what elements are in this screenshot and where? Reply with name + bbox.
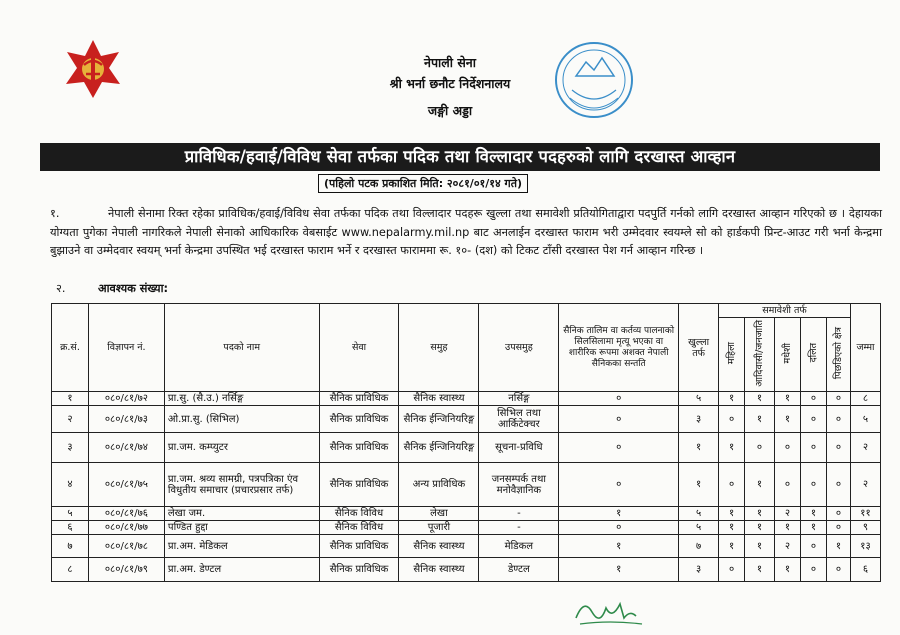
vacancy-table xyxy=(51,303,881,582)
paragraph-1-number: १. xyxy=(50,207,60,220)
publication-date: (पहिलो पटक प्रकाशित मिति: २०८१/०१/१४ गते) xyxy=(318,174,528,193)
cell-ad-no: ०८०/८१/७४ xyxy=(88,433,164,463)
cell-martyr: ० xyxy=(559,433,679,463)
table-row xyxy=(52,521,881,535)
cell-dalit: ० xyxy=(800,406,826,433)
cell-total: ११ xyxy=(850,507,880,521)
cell-backward: ० xyxy=(826,463,850,507)
cell-martyr: १ xyxy=(559,558,679,582)
table-row xyxy=(52,558,881,582)
nepal-army-emblem-icon xyxy=(62,38,124,100)
cell-adivasi: १ xyxy=(745,535,775,558)
signature xyxy=(570,590,650,630)
cell-ad-no: ०८०/८१/७७ xyxy=(88,521,164,535)
cell-martyr: ० xyxy=(559,392,679,406)
header-inclusive: समावेशी तर्फ xyxy=(719,304,851,318)
cell-total: ६ xyxy=(850,558,880,582)
cell-madhesi: १ xyxy=(775,558,801,582)
paragraph-1-text: नेपाली सेनामा रिक्त रहेका प्राविधिक/हवाई/विविध सेवा तर्फका पदिक तथा विल्लादार पदहरू खुल्ला तथा समावेशी प्रतियोगिताद्वारा पदपुर्ति गर्नको लागि दरखास्त आव्हान गरिएको छ । देहायका योग्यता पुगेका नेपाली नागरिकले नेपाली सेनाको आधिकारिक वेबसाईट www.nepalarmy.mil.np बाट अनलाईन दरखास्त फाराम भरी उम्मेदवार स्वयम्ले सो को हार्डकपी प्रिन्ट-आउट गरी भर्ना केन्द्रमा बुझाउने वा उम्मेदवार स्वयम् भर्ना केन्द्रमा उपस्थित भई दरखास्त फाराम भर्ने र दरखास्त फाराममा रू. १०- (दश) को टिकट टाँसी दरखास्त पेश गर्न आव्हान गरिन्छ । xyxy=(50,207,882,257)
table-row xyxy=(52,463,881,507)
cell-group: सैनिक ईन्जिनियरिङ्ग xyxy=(399,406,479,433)
header-total: जम्मा xyxy=(850,304,880,392)
cell-post: ओ.प्रा.सु. (सिभिल) xyxy=(164,406,319,433)
cell-group: अन्य प्राविधिक xyxy=(399,463,479,507)
cell-backward: ० xyxy=(826,433,850,463)
cell-open: १ xyxy=(679,433,719,463)
cell-service: सैनिक प्राविधिक xyxy=(319,433,399,463)
cell-dalit: ० xyxy=(800,535,826,558)
cell-sn: ७ xyxy=(52,535,89,558)
cell-open: ३ xyxy=(679,558,719,582)
cell-post: प्रा.जम. श्रव्य सामग्री, पत्रपत्रिका एंव विधुतीय समाचार (प्रचारप्रसार तर्फ) xyxy=(164,463,319,507)
cell-madhesi: २ xyxy=(775,535,801,558)
cell-backward: १ xyxy=(826,535,850,558)
table-row xyxy=(52,392,881,406)
cell-subgroup: डेण्टल xyxy=(479,558,559,582)
cell-dalit: ० xyxy=(800,433,826,463)
cell-subgroup: नर्सिङ्ग xyxy=(479,392,559,406)
cell-ad-no: ०८०/८१/७५ xyxy=(88,463,164,507)
cell-adivasi: १ xyxy=(745,406,775,433)
cell-martyr: ० xyxy=(559,521,679,535)
cell-open: ७ xyxy=(679,535,719,558)
cell-women: १ xyxy=(719,433,745,463)
cell-total: ९ xyxy=(850,521,880,535)
section-2-number: २. xyxy=(56,282,66,295)
cell-martyr: १ xyxy=(559,535,679,558)
table-row xyxy=(52,507,881,521)
header-backward: पिछडिएको क्षेत्र xyxy=(832,326,844,380)
cell-dalit: ० xyxy=(800,392,826,406)
cell-post: पण्डित हुद्दा xyxy=(164,521,319,535)
cell-women: १ xyxy=(719,535,745,558)
header-dalit: दलित xyxy=(807,343,819,363)
section-2-heading xyxy=(56,281,168,296)
cell-total: ५ xyxy=(850,406,880,433)
cell-service: सैनिक प्राविधिक xyxy=(319,463,399,507)
table-row xyxy=(52,406,881,433)
cell-backward: ० xyxy=(826,507,850,521)
cell-madhesi: २ xyxy=(775,507,801,521)
cell-subgroup: सूचना-प्रविधि xyxy=(479,433,559,463)
cell-group: सैनिक स्वास्थ्य xyxy=(399,535,479,558)
cell-sn: ४ xyxy=(52,463,89,507)
cell-adivasi: १ xyxy=(745,392,775,406)
cell-post: लेखा जम. xyxy=(164,507,319,521)
cell-adivasi: ० xyxy=(745,433,775,463)
cell-dalit: ० xyxy=(800,463,826,507)
org-line-2: श्री भर्ना छनौट निर्देशनालय xyxy=(389,76,511,91)
cell-sn: ३ xyxy=(52,433,89,463)
cell-ad-no: ०८०/८१/७८ xyxy=(88,535,164,558)
header-service: सेवा xyxy=(319,304,399,392)
cell-subgroup: - xyxy=(479,507,559,521)
cell-madhesi: १ xyxy=(775,406,801,433)
cell-adivasi: १ xyxy=(745,507,775,521)
cell-subgroup: मेडिकल xyxy=(479,535,559,558)
cell-total: २ xyxy=(850,433,880,463)
cell-post: प्रा.अम. डेण्टल xyxy=(164,558,319,582)
cell-women: ० xyxy=(719,406,745,433)
header-martyr-descendants: सैनिक तालिम वा कर्तव्य पालनाको सिलसिलामा मृत्यू भएका वा शारीरिक रूपमा अशक्त नेपाली सैनिकका सन्तति xyxy=(559,304,679,392)
cell-subgroup: - xyxy=(479,521,559,535)
cell-group: सैनिक स्वास्थ्य xyxy=(399,558,479,582)
cell-dalit: ० xyxy=(800,558,826,582)
cell-open: १ xyxy=(679,463,719,507)
cell-group: पूजारी xyxy=(399,521,479,535)
office-seal-stamp xyxy=(552,38,636,122)
header-women: महिला xyxy=(726,341,738,365)
cell-open: ३ xyxy=(679,406,719,433)
header-subgroup: उपसमुह xyxy=(479,304,559,392)
cell-sn: ५ xyxy=(52,507,89,521)
cell-open: ५ xyxy=(679,392,719,406)
cell-martyr: ० xyxy=(559,406,679,433)
cell-adivasi: १ xyxy=(745,521,775,535)
cell-group: लेखा xyxy=(399,507,479,521)
cell-women: १ xyxy=(719,392,745,406)
header-ad-no: विज्ञापन नं. xyxy=(88,304,164,392)
cell-service: सैनिक प्राविधिक xyxy=(319,406,399,433)
cell-madhesi: ० xyxy=(775,433,801,463)
cell-women: ० xyxy=(719,463,745,507)
cell-open: ५ xyxy=(679,521,719,535)
cell-women: १ xyxy=(719,521,745,535)
cell-women: ० xyxy=(719,558,745,582)
cell-dalit: १ xyxy=(800,521,826,535)
paragraph-1 xyxy=(50,205,882,261)
cell-group: सैनिक स्वास्थ्य xyxy=(399,392,479,406)
cell-backward: ० xyxy=(826,406,850,433)
cell-ad-no: ०८०/८१/७९ xyxy=(88,558,164,582)
cell-backward: ० xyxy=(826,521,850,535)
cell-sn: १ xyxy=(52,392,89,406)
org-line-3: जङ्गी अड्डा xyxy=(427,103,473,118)
cell-adivasi: १ xyxy=(745,558,775,582)
header-open: खुल्ला तर्फ xyxy=(679,304,719,392)
cell-madhesi: १ xyxy=(775,392,801,406)
cell-total: २ xyxy=(850,463,880,507)
cell-subgroup: सिभिल तथा आर्किटेक्चर xyxy=(479,406,559,433)
cell-post: प्रा.सु. (सै.उ.) नर्सिङ्ग xyxy=(164,392,319,406)
table-row xyxy=(52,433,881,463)
cell-adivasi: १ xyxy=(745,463,775,507)
notice-title-banner: प्राविधिक/हवाई/विविध सेवा तर्फका पदिक तथा विल्लादार पदहरुको लागि दरखास्त आव्हान xyxy=(40,143,880,171)
cell-post: प्रा.जम. कम्प्युटर xyxy=(164,433,319,463)
cell-ad-no: ०८०/८१/७२ xyxy=(88,392,164,406)
cell-service: सैनिक विविध xyxy=(319,521,399,535)
cell-open: ५ xyxy=(679,507,719,521)
cell-martyr: ० xyxy=(559,463,679,507)
cell-service: सैनिक प्राविधिक xyxy=(319,535,399,558)
cell-women: १ xyxy=(719,507,745,521)
section-2-title: आवश्यक संख्या: xyxy=(98,282,169,295)
cell-martyr: १ xyxy=(559,507,679,521)
cell-service: सैनिक प्राविधिक xyxy=(319,558,399,582)
cell-total: ८ xyxy=(850,392,880,406)
header-madhesi: मधेशी xyxy=(781,342,793,364)
cell-sn: २ xyxy=(52,406,89,433)
cell-service: सैनिक विविध xyxy=(319,507,399,521)
cell-backward: ० xyxy=(826,392,850,406)
cell-post: प्रा.अम. मेडिकल xyxy=(164,535,319,558)
header-adivasi: आदिवासी/जनजाति xyxy=(754,319,766,387)
cell-backward: ० xyxy=(826,558,850,582)
cell-ad-no: ०८०/८१/७६ xyxy=(88,507,164,521)
table-row xyxy=(52,535,881,558)
cell-group: सैनिक ईन्जिनियरिङ्ग xyxy=(399,433,479,463)
cell-madhesi: ० xyxy=(775,463,801,507)
header-sn: क्र.सं. xyxy=(52,304,89,392)
cell-sn: ६ xyxy=(52,521,89,535)
cell-total: १३ xyxy=(850,535,880,558)
cell-dalit: १ xyxy=(800,507,826,521)
cell-subgroup: जनसम्पर्क तथा मनोवैज्ञानिक xyxy=(479,463,559,507)
cell-madhesi: १ xyxy=(775,521,801,535)
header-group: समुह xyxy=(399,304,479,392)
cell-service: सैनिक प्राविधिक xyxy=(319,392,399,406)
org-line-1: नेपाली सेना xyxy=(424,55,476,70)
cell-ad-no: ०८०/८१/७३ xyxy=(88,406,164,433)
header-post: पदको नाम xyxy=(164,304,319,392)
cell-sn: ८ xyxy=(52,558,89,582)
